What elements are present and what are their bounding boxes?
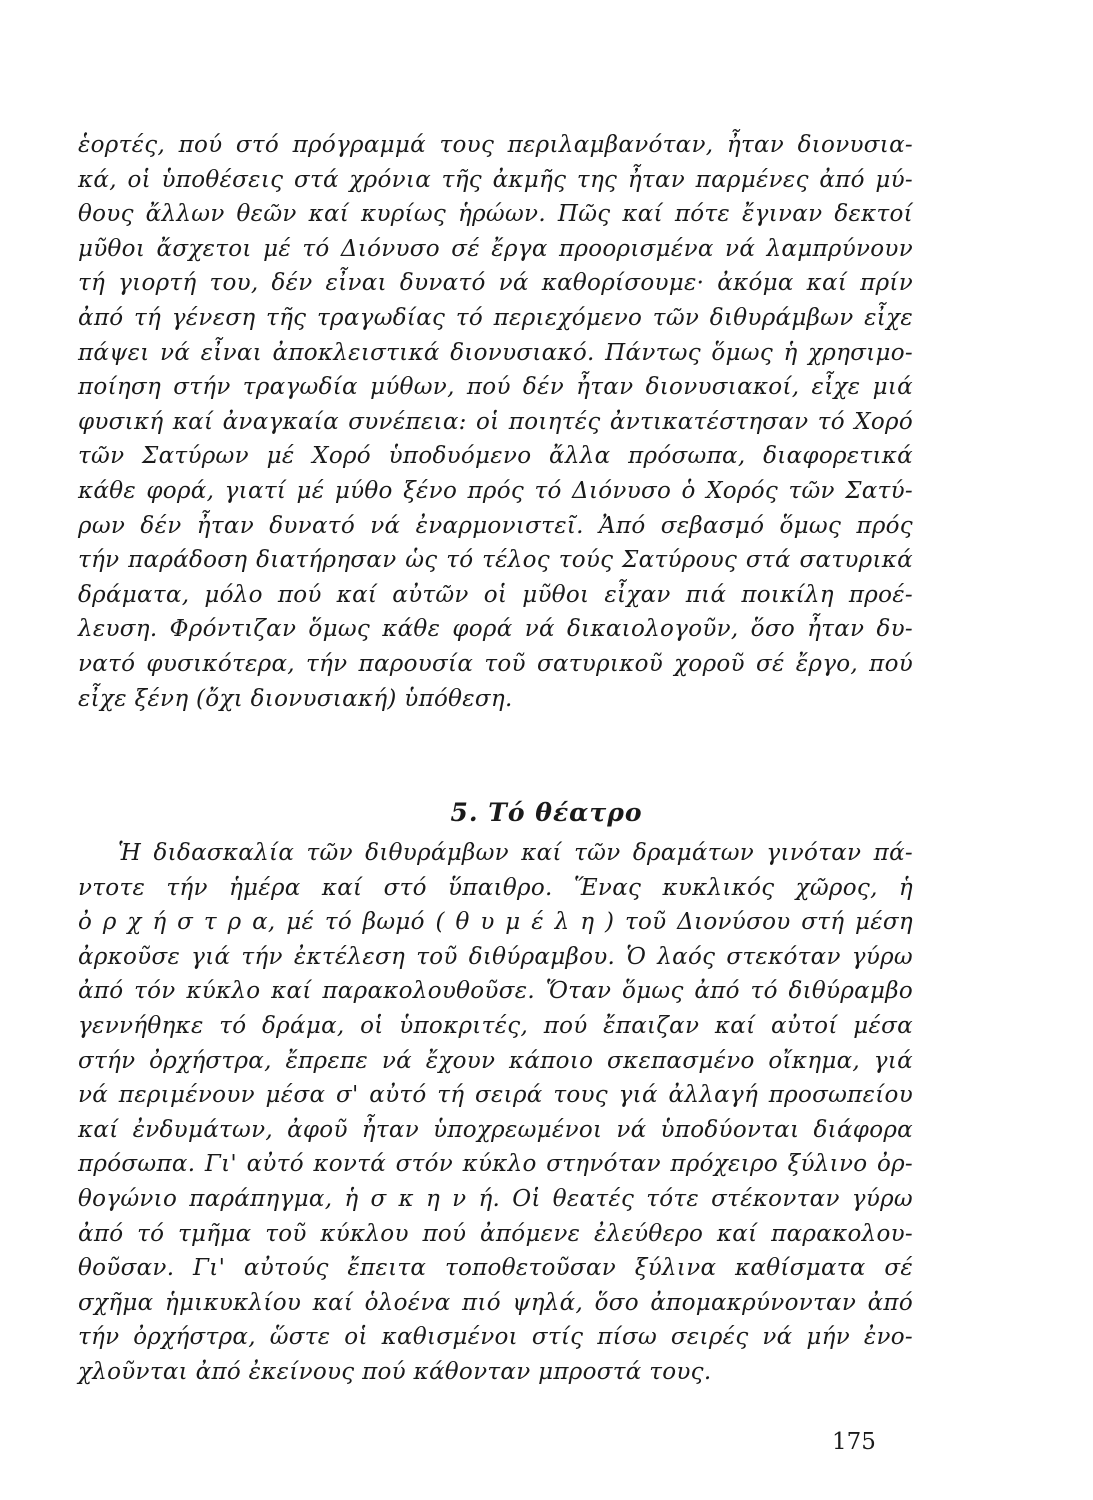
text-line: ὀ ρ χ ή σ τ ρ α, μέ τό βωμό ( θ υ μ έ λ η ) τοῦ Διονύσου στή μέση xyxy=(78,909,913,936)
text-line: σχῆμα ἡμικυκλίου καί ὁλοένα πιό ψηλά, ὅσο ἀπομακρύνονταν ἀπό xyxy=(78,1289,913,1316)
text-line: θογώνιο παράπηγμα, ἡ σ κ η ν ή. Οἱ θεατές τότε στέκονταν γύρω xyxy=(78,1185,913,1212)
text-line: φυσική καί ἀναγκαία συνέπεια: οἱ ποιητές ἀντικατέστησαν τό Χορό xyxy=(78,408,913,435)
text-line: ντοτε τήν ἡμέρα καί στό ὕπαιθρο. Ἕνας κυκλικός χῶρος, ἡ xyxy=(78,874,913,901)
text-line: τή γιορτή του, δέν εἶναι δυνατό νά καθορίσουμε· ἀκόμα καί πρίν xyxy=(78,270,913,297)
text-line: τήν ὀρχήστρα, ὥστε οἱ καθισμένοι στίς πίσω σειρές νά μήν ἐνο- xyxy=(78,1324,913,1351)
text-line: νατό φυσικότερα, τήν παρουσία τοῦ σατυρικοῦ χοροῦ σέ ἔργο, πού xyxy=(78,650,913,677)
paragraph-satyr-chorus xyxy=(78,128,913,716)
text-line: ρων δέν ἦταν δυνατό νά ἐναρμονιστεῖ. Ἀπό σεβασμό ὅμως πρός xyxy=(78,512,913,539)
text-line: λευση. Φρόντιζαν ὅμως κάθε φορά νά δικαιολογοῦν, ὅσο ἦταν δυ- xyxy=(78,616,913,643)
text-line: ἑορτές, πού στό πρόγραμμά τους περιλαμβανόταν, ἦταν διονυσια- xyxy=(78,132,913,158)
section-heading: 5. Τό θέατρο xyxy=(450,798,643,827)
text-line: ἀπό τόν κύκλο καί παρακολουθοῦσε. Ὅταν ὅμως ἀπό τό διθύραμβο xyxy=(78,978,913,1005)
text-line: ποίηση στήν τραγωδία μύθων, πού δέν ἦταν διονυσιακοί, εἶχε μιά xyxy=(78,374,913,401)
paragraph-theatre xyxy=(78,836,913,1390)
text-line: τῶν Σατύρων μέ Χορό ὑποδυόμενο ἄλλα πρόσωπα, διαφορετικά xyxy=(78,443,913,470)
text-line: μῦθοι ἄσχετοι μέ τό Διόνυσο σέ ἔργα προορισμένα νά λαμπρύνουν xyxy=(78,235,913,262)
text-line: κάθε φορά, γιατί μέ μύθο ξένο πρός τό Διόνυσο ὁ Χορός τῶν Σατύ- xyxy=(78,477,913,504)
text-line: τήν παράδοση διατήρησαν ὡς τό τέλος τούς Σατύρους στά σατυρικά xyxy=(78,547,913,574)
text-line: ἀπό τό τμῆμα τοῦ κύκλου πού ἀπόμενε ἐλεύθερο καί παρακολου- xyxy=(78,1220,913,1247)
text-line: καί ἐνδυμάτων, ἀφοῦ ἦταν ὑποχρεωμένοι νά ὑποδύονται διάφορα xyxy=(78,1116,913,1143)
text-line: νά περιμένουν μέσα σ' αὐτό τή σειρά τους γιά ἀλλαγή προσωπείου xyxy=(78,1082,913,1109)
text-line: Ἡ διδασκαλία τῶν διθυράμβων καί τῶν δραμάτων γινόταν πά- xyxy=(118,840,913,866)
text-line: γεννήθηκε τό δράμα, οἱ ὑποκριτές, πού ἔπαιζαν καί αὐτοί μέσα xyxy=(78,1012,913,1039)
text-line: στήν ὀρχήστρα, ἔπρεπε νά ἔχουν κάποιο σκεπασμένο οἴκημα, γιά xyxy=(78,1047,913,1074)
page-number: 175 xyxy=(832,1429,876,1455)
text-line: πάψει νά εἶναι ἀποκλειστικά διονυσιακό. Πάντως ὅμως ἡ χρησιμο- xyxy=(78,339,913,366)
text-line: θοῦσαν. Γι' αὐτούς ἔπειτα τοποθετοῦσαν ξύλινα καθίσματα σέ xyxy=(78,1255,913,1282)
text-line: πρόσωπα. Γι' αὐτό κοντά στόν κύκλο στηνόταν πρόχειρο ξύλινο ὀρ- xyxy=(78,1151,913,1178)
text-line: κά, οἱ ὑποθέσεις στά χρόνια τῆς ἀκμῆς της ἦταν παρμένες ἀπό μύ- xyxy=(78,166,913,193)
text-line: ἀπό τή γένεση τῆς τραγωδίας τό περιεχόμενο τῶν διθυράμβων εἶχε xyxy=(78,304,913,331)
text-line: ἀρκοῦσε γιά τήν ἐκτέλεση τοῦ διθύραμβου. Ὁ λαός στεκόταν γύρω xyxy=(78,943,913,970)
text-line: χλοῦνται ἀπό ἐκείνους πού κάθονταν μπροστά τους. xyxy=(78,1358,712,1385)
text-line: εἶχε ξένη (ὄχι διονυσιακή) ὑπόθεση. xyxy=(78,685,513,712)
text-line: θους ἄλλων θεῶν καί κυρίως ἡρώων. Πῶς καί πότε ἔγιναν δεκτοί xyxy=(78,201,913,228)
text-line: δράματα, μόλο πού καί αὐτῶν οἱ μῦθοι εἶχαν πιά ποικίλη προέ- xyxy=(78,581,913,608)
